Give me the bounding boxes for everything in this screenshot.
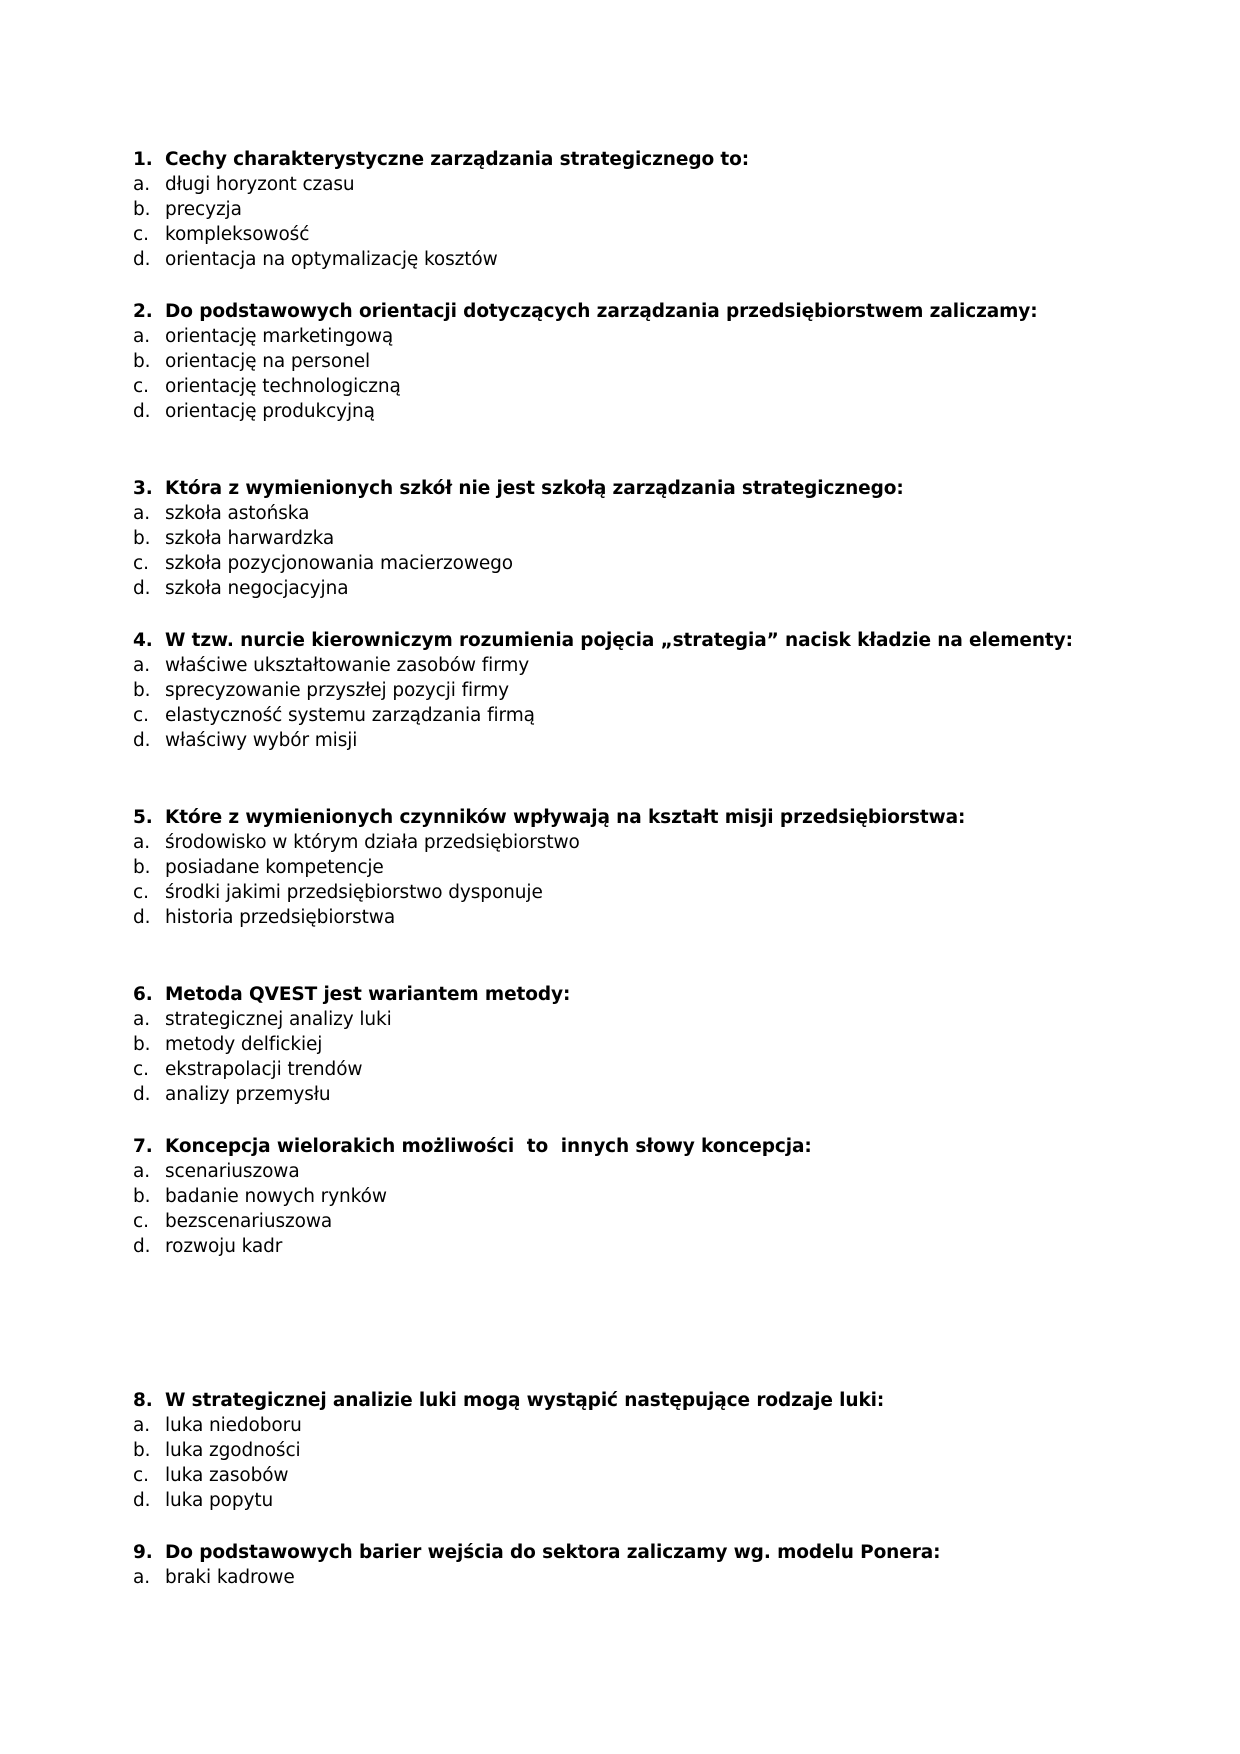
answer-letter: b. xyxy=(133,1033,151,1055)
answer-text: sprecyzowanie przyszłej pozycji firmy xyxy=(165,679,509,701)
answer-letter: c. xyxy=(133,1210,149,1232)
answer-option xyxy=(133,880,1093,905)
answer-option xyxy=(133,526,1093,551)
question-title xyxy=(133,630,1093,653)
question-number: 2. xyxy=(133,301,153,322)
answer-text: luka zasobów xyxy=(165,1464,289,1486)
answer-option xyxy=(133,172,1093,197)
answer-option xyxy=(133,1438,1093,1463)
answer-letter: a. xyxy=(133,1008,151,1030)
answer-text: orientację marketingową xyxy=(165,325,394,347)
answer-text: precyzja xyxy=(165,198,242,220)
question-number: 7. xyxy=(133,1136,153,1157)
question-text: W strategicznej analizie luki mogą wystąpić następujące rodzaje luki: xyxy=(165,1390,885,1411)
answer-text: środki jakimi przedsiębiorstwo dysponuje xyxy=(165,881,543,903)
answer-text: bezscenariuszowa xyxy=(165,1210,333,1232)
answer-letter: a. xyxy=(133,831,151,853)
answer-option xyxy=(133,1209,1093,1234)
answer-letter: b. xyxy=(133,350,151,372)
answer-text: luka popytu xyxy=(165,1489,274,1511)
answer-option xyxy=(133,830,1093,855)
answer-list xyxy=(133,1413,1093,1513)
answer-option xyxy=(133,653,1093,678)
answer-letter: a. xyxy=(133,1160,151,1182)
answer-text: długi horyzont czasu xyxy=(165,173,355,195)
question-text: Do podstawowych orientacji dotyczących zarządzania przedsiębiorstwem zaliczamy: xyxy=(165,301,1038,322)
question-number: 8. xyxy=(133,1390,153,1411)
question-9 xyxy=(133,1542,1093,1590)
answer-letter: c. xyxy=(133,1058,149,1080)
answer-letter: c. xyxy=(133,552,149,574)
question-text: Cechy charakterystyczne zarządzania strategicznego to: xyxy=(165,149,750,170)
answer-letter: b. xyxy=(133,527,151,549)
answer-list xyxy=(133,172,1093,272)
answer-option xyxy=(133,678,1093,703)
answer-option xyxy=(133,1565,1093,1590)
answer-text: orientację na personel xyxy=(165,350,371,372)
question-number: 5. xyxy=(133,807,153,828)
answer-text: orientację technologiczną xyxy=(165,375,401,397)
answer-list xyxy=(133,830,1093,930)
answer-letter: d. xyxy=(133,400,151,422)
answer-list xyxy=(133,1159,1093,1259)
question-2 xyxy=(133,301,1093,424)
answer-text: właściwe ukształtowanie zasobów firmy xyxy=(165,654,530,676)
answer-option xyxy=(133,247,1093,272)
answer-option xyxy=(133,1007,1093,1032)
answer-letter: b. xyxy=(133,679,151,701)
question-title xyxy=(133,478,1093,501)
answer-letter: a. xyxy=(133,173,151,195)
question-text: Która z wymienionych szkół nie jest szkołą zarządzania strategicznego: xyxy=(165,478,904,499)
answer-text: metody delfickiej xyxy=(165,1033,323,1055)
answer-letter: d. xyxy=(133,1083,151,1105)
answer-text: szkoła negocjacyjna xyxy=(165,577,349,599)
question-title xyxy=(133,301,1093,324)
answer-option xyxy=(133,222,1093,247)
answer-text: elastyczność systemu zarządzania firmą xyxy=(165,704,535,726)
answer-letter: d. xyxy=(133,1489,151,1511)
answer-text: szkoła pozycjonowania macierzowego xyxy=(165,552,514,574)
answer-option xyxy=(133,1032,1093,1057)
question-8 xyxy=(133,1390,1093,1513)
answer-text: historia przedsiębiorstwa xyxy=(165,906,396,928)
answer-option xyxy=(133,905,1093,930)
question-3 xyxy=(133,478,1093,601)
answer-option xyxy=(133,399,1093,424)
answer-letter: c. xyxy=(133,223,149,245)
answer-option xyxy=(133,728,1093,753)
answer-option xyxy=(133,551,1093,576)
answer-letter: b. xyxy=(133,1439,151,1461)
answer-option xyxy=(133,576,1093,601)
question-title xyxy=(133,807,1093,830)
answer-option xyxy=(133,1184,1093,1209)
answer-text: orientacja na optymalizację kosztów xyxy=(165,248,498,270)
answer-option xyxy=(133,197,1093,222)
question-6 xyxy=(133,984,1093,1107)
answer-option xyxy=(133,855,1093,880)
answer-letter: c. xyxy=(133,704,149,726)
answer-letter: d. xyxy=(133,906,151,928)
answer-text: środowisko w którym działa przedsiębiorstwo xyxy=(165,831,580,853)
answer-letter: a. xyxy=(133,654,151,676)
answer-text: scenariuszowa xyxy=(165,1160,300,1182)
answer-letter: b. xyxy=(133,856,151,878)
answer-text: braki kadrowe xyxy=(165,1566,295,1588)
answer-letter: a. xyxy=(133,1566,151,1588)
answer-option xyxy=(133,349,1093,374)
answer-option xyxy=(133,1488,1093,1513)
answer-text: strategicznej analizy luki xyxy=(165,1008,392,1030)
question-text: Metoda QVEST jest wariantem metody: xyxy=(165,984,571,1005)
answer-option xyxy=(133,1463,1093,1488)
answer-text: analizy przemysłu xyxy=(165,1083,331,1105)
answer-letter: a. xyxy=(133,1414,151,1436)
answer-text: ekstrapolacji trendów xyxy=(165,1058,363,1080)
answer-text: badanie nowych rynków xyxy=(165,1185,387,1207)
answer-option xyxy=(133,374,1093,399)
question-text: Do podstawowych barier wejścia do sektora zaliczamy wg. modelu Ponera: xyxy=(165,1542,941,1563)
answer-letter: c. xyxy=(133,375,149,397)
question-5 xyxy=(133,807,1093,930)
answer-option xyxy=(133,1234,1093,1259)
answer-option xyxy=(133,1413,1093,1438)
answer-letter: b. xyxy=(133,198,151,220)
answer-letter: a. xyxy=(133,502,151,524)
answer-text: luka zgodności xyxy=(165,1439,301,1461)
answer-text: orientację produkcyjną xyxy=(165,400,375,422)
answer-text: rozwoju kadr xyxy=(165,1235,283,1257)
question-number: 9. xyxy=(133,1542,153,1563)
answer-text: kompleksowość xyxy=(165,223,310,245)
answer-text: posiadane kompetencje xyxy=(165,856,384,878)
question-number: 1. xyxy=(133,149,153,170)
answer-letter: d. xyxy=(133,577,151,599)
answer-text: właściwy wybór misji xyxy=(165,729,358,751)
answer-letter: a. xyxy=(133,325,151,347)
answer-option xyxy=(133,1082,1093,1107)
question-title xyxy=(133,1542,1093,1565)
answer-letter: c. xyxy=(133,1464,149,1486)
answer-letter: b. xyxy=(133,1185,151,1207)
question-text: Które z wymienionych czynników wpływają na kształt misji przedsiębiorstwa: xyxy=(165,807,966,828)
answer-list xyxy=(133,1007,1093,1107)
answer-letter: c. xyxy=(133,881,149,903)
question-title xyxy=(133,984,1093,1007)
question-title xyxy=(133,149,1093,172)
answer-letter: d. xyxy=(133,729,151,751)
answer-option xyxy=(133,324,1093,349)
question-title xyxy=(133,1390,1093,1413)
question-text: Koncepcja wielorakich możliwości to innych słowy koncepcja: xyxy=(165,1136,812,1157)
answer-option xyxy=(133,1057,1093,1082)
answer-option xyxy=(133,501,1093,526)
question-1 xyxy=(133,149,1093,272)
answer-list xyxy=(133,501,1093,601)
question-number: 6. xyxy=(133,984,153,1005)
question-text: W tzw. nurcie kierowniczym rozumienia pojęcia „strategia” nacisk kładzie na elementy: xyxy=(165,630,1073,651)
answer-option xyxy=(133,703,1093,728)
answer-letter: d. xyxy=(133,1235,151,1257)
answer-text: luka niedoboru xyxy=(165,1414,302,1436)
answer-text: szkoła harwardzka xyxy=(165,527,335,549)
question-7 xyxy=(133,1136,1093,1259)
answer-text: szkoła astońska xyxy=(165,502,310,524)
question-number: 4. xyxy=(133,630,153,651)
answer-list xyxy=(133,653,1093,753)
question-title xyxy=(133,1136,1093,1159)
answer-list xyxy=(133,1565,1093,1590)
question-4 xyxy=(133,630,1093,753)
answer-letter: d. xyxy=(133,248,151,270)
answer-list xyxy=(133,324,1093,424)
answer-option xyxy=(133,1159,1093,1184)
question-number: 3. xyxy=(133,478,153,499)
